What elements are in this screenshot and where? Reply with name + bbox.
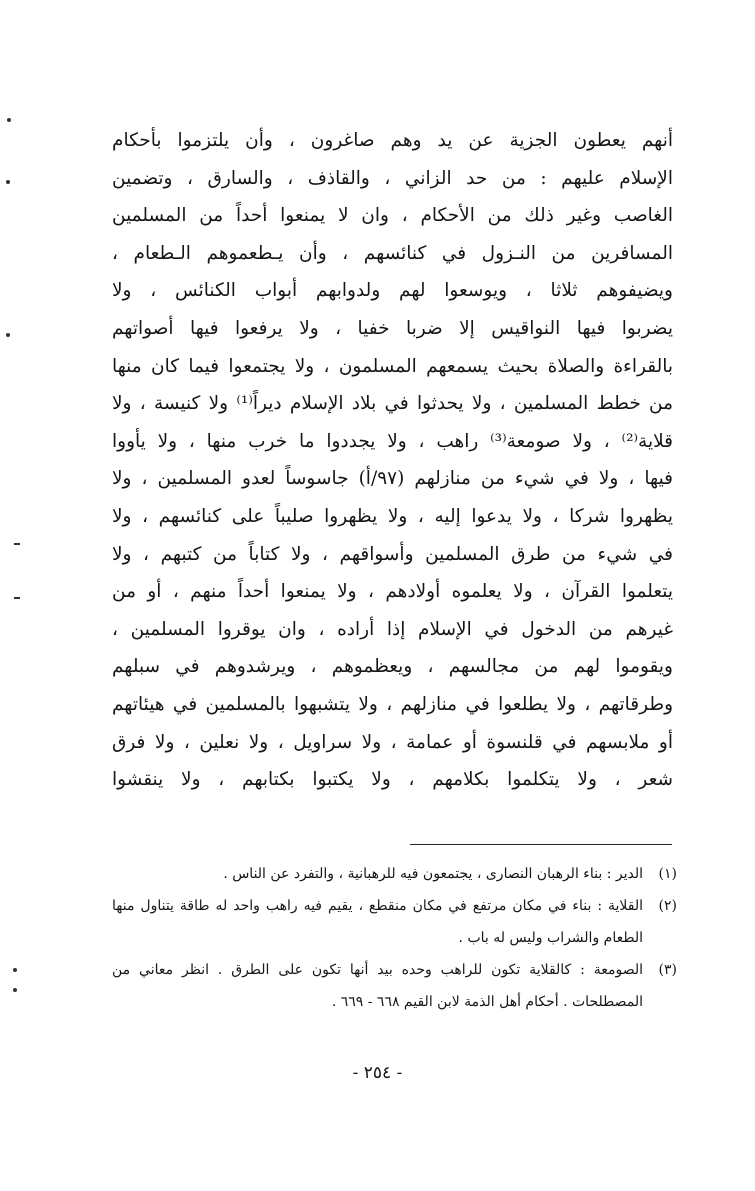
text-line: أنهم يعطون الجزية عن يد وهم صاغرون ، وأن يلتزموا بأحكام <box>112 130 673 151</box>
footnote-text-line: الدير : بناء الرهبان النصارى ، يجتمعون فيه للرهبانية ، والتفرد عن الناس . <box>223 866 643 882</box>
main-text-block <box>112 122 673 799</box>
text-line: ويقوموا لهم من مجالسهم ، ويعظموهم ، ويرشدوهم في سبلهم <box>112 656 673 678</box>
margin-speck <box>7 118 11 122</box>
text-line: وطرقاتهم ، ولا يطلعوا في منازلهم ، ولا يتشبهوا بالمسلمين في هيئاتهم <box>112 693 673 715</box>
text-line: الإسلام عليهم : من حد الزاني ، والقاذف ، والسارق ، وتضمين <box>112 167 673 189</box>
text-line: ويضيفوهم ثلاثا ، ويوسعوا لهم ولدوابهم أبواب الكنائس ، ولا <box>112 280 673 302</box>
text-line: بالقراءة والصلاة بحيث يسمعهم المسلمون ، ولا يجتمعوا فيما كان منها <box>112 355 673 377</box>
margin-speck <box>6 180 10 184</box>
margin-speck <box>6 333 10 337</box>
footnote-number: (١) <box>658 866 677 882</box>
text-line: فيها ، ولا في شيء من منازلهم (٩٧/أ) جاسوساً لعدو المسلمين ، ولا <box>112 468 673 490</box>
text-line: يظهروا شركا ، ولا يدعوا إليه ، ولا يظهروا صليباً على كنائسهم ، ولا <box>112 505 673 527</box>
text-line: يضربوا فيها النواقيس إلا ضربا خفيا ، ولا يرفعوا فيها أصواتهم <box>112 317 673 339</box>
page-number: - ٢٥٤ - <box>352 1063 403 1083</box>
text-line: غيرهم من الدخول في الإسلام إذا أراده ، وان يوقروا المسلمين ، <box>112 618 673 640</box>
margin-speck <box>14 543 20 545</box>
margin-speck <box>13 988 17 992</box>
text-line: أو ملابسهم في قلنسوة أو عمامة ، ولا سراويل ، ولا نعلين ، ولا فرق <box>112 731 673 753</box>
text-line: يتعلموا القرآن ، ولا يعلموه أولادهم ، ولا يمنعوا أحداً منهم ، أو من <box>112 581 673 603</box>
footnote-number: (٣) <box>658 962 677 978</box>
footnotes-block <box>112 858 677 1018</box>
footnote-text-line: المصطلحات . أحكام أهل الذمة لابن القيم ٦٦٨ - ٦٦٩ . <box>331 994 643 1010</box>
text-line: قلاية⁽²⁾ ، ولا صومعة⁽³⁾ راهب ، ولا يجددوا ما خرب منها ، ولا يأووا <box>112 430 673 452</box>
footnote-number: (٢) <box>658 898 677 914</box>
footnote-text-line: الصومعة : كالقلاية تكون للراهب وحده بيد أنها تكون على الطرق . انظر معاني من <box>112 962 643 978</box>
text-line: في شيء من طرق المسلمين وأسواقهم ، ولا كتاباً من كتبهم ، ولا <box>112 543 673 565</box>
text-line: المسافرين من النـزول في كنائسهم ، وأن يـطعموهم الـطعام ، <box>112 242 673 264</box>
text-line: شعر ، ولا يتكلموا بكلامهم ، ولا يكتبوا بكتابهم ، ولا ينقشوا <box>112 769 673 791</box>
text-line: الغاصب وغير ذلك من الأحكام ، وان لا يمنعوا أحداً من المسلمين <box>112 205 673 227</box>
footnote <box>112 858 677 890</box>
text-line: من خطط المسلمين ، ولا يحدثوا في بلاد الإسلام ديراً⁽¹⁾ ولا كنيسة ، ولا <box>112 393 673 415</box>
footnote-separator <box>410 844 672 845</box>
footnote <box>112 954 677 1018</box>
margin-speck <box>13 968 17 972</box>
footnote-text-line: القلاية : بناء في مكان مرتفع في مكان منقطع ، يقيم فيه راهب واحد له طاقة يتناول منها <box>112 898 643 914</box>
margin-speck <box>14 597 20 599</box>
footnote <box>112 890 677 954</box>
footnote-text-line: الطعام والشراب وليس له باب . <box>458 930 643 946</box>
